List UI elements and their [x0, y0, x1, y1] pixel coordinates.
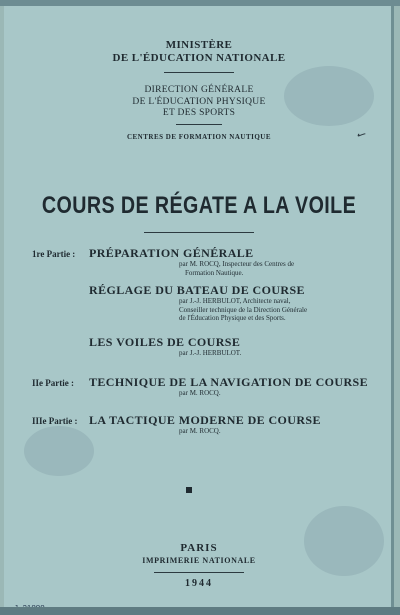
section-author — [179, 260, 294, 277]
paper-stain — [304, 506, 384, 576]
author-line: par J.-J. HERBULOT, Architecte naval, — [179, 297, 291, 305]
author-line: par J.-J. HERBULOT. — [179, 349, 242, 357]
section-heading: PRÉPARATION GÉNÉRALE — [89, 246, 254, 260]
direction-header — [4, 85, 394, 120]
author-line: Formation Nautique. — [185, 268, 244, 277]
direction-line: DIRECTION GÉNÉRALE — [144, 85, 254, 95]
section-heading: LA TACTIQUE MODERNE DE COURSE — [89, 413, 321, 427]
paper-stain — [24, 426, 94, 476]
part-label: 1re Partie : — [32, 249, 76, 259]
section-author — [179, 297, 307, 323]
footer-year: 1944 — [185, 578, 213, 589]
divider — [164, 72, 234, 73]
section-author — [179, 427, 221, 436]
page-title: COURS DE RÉGATE A LA VOILE — [41, 192, 357, 219]
direction-line: ET DES SPORTS — [162, 108, 236, 118]
divider — [144, 232, 254, 233]
booklet-cover — [4, 6, 394, 609]
footer-printer: IMPRIMERIE NATIONALE — [142, 556, 256, 565]
footer-city: PARIS — [180, 542, 218, 554]
part-label: IIIe Partie : — [32, 416, 78, 426]
ministry-line: MINISTÈRE — [165, 39, 233, 51]
author-line: par M. ROCQ, Inspecteur des Centres de — [179, 260, 295, 268]
ministry-header — [4, 39, 394, 65]
divider — [154, 572, 244, 573]
author-line: de l'Éducation Physique et des Sports. — [179, 314, 286, 322]
part-label: IIe Partie : — [32, 378, 74, 388]
section-heading: TECHNIQUE DE LA NAVIGATION DE COURSE — [89, 375, 369, 389]
author-line: par M. ROCQ. — [179, 427, 221, 435]
divider — [176, 124, 222, 125]
section-heading: LES VOILES DE COURSE — [89, 335, 241, 349]
centres-header: CENTRES DE FORMATION NAUTIQUE — [126, 133, 272, 141]
pencil-mark-icon: ✓ — [353, 126, 370, 144]
section-author — [179, 349, 241, 358]
section-author — [179, 389, 221, 398]
square-bullet-icon — [186, 487, 192, 493]
author-line: Conseiller technique de la Direction Générale — [179, 305, 308, 314]
author-line: par M. ROCQ. — [179, 389, 221, 397]
cover-bottom-edge — [0, 607, 400, 615]
direction-line: DE L'ÉDUCATION PHYSIQUE — [132, 96, 266, 107]
ministry-line: DE L'ÉDUCATION NATIONALE — [112, 52, 286, 64]
section-heading: RÉGLAGE DU BATEAU DE COURSE — [89, 283, 305, 297]
